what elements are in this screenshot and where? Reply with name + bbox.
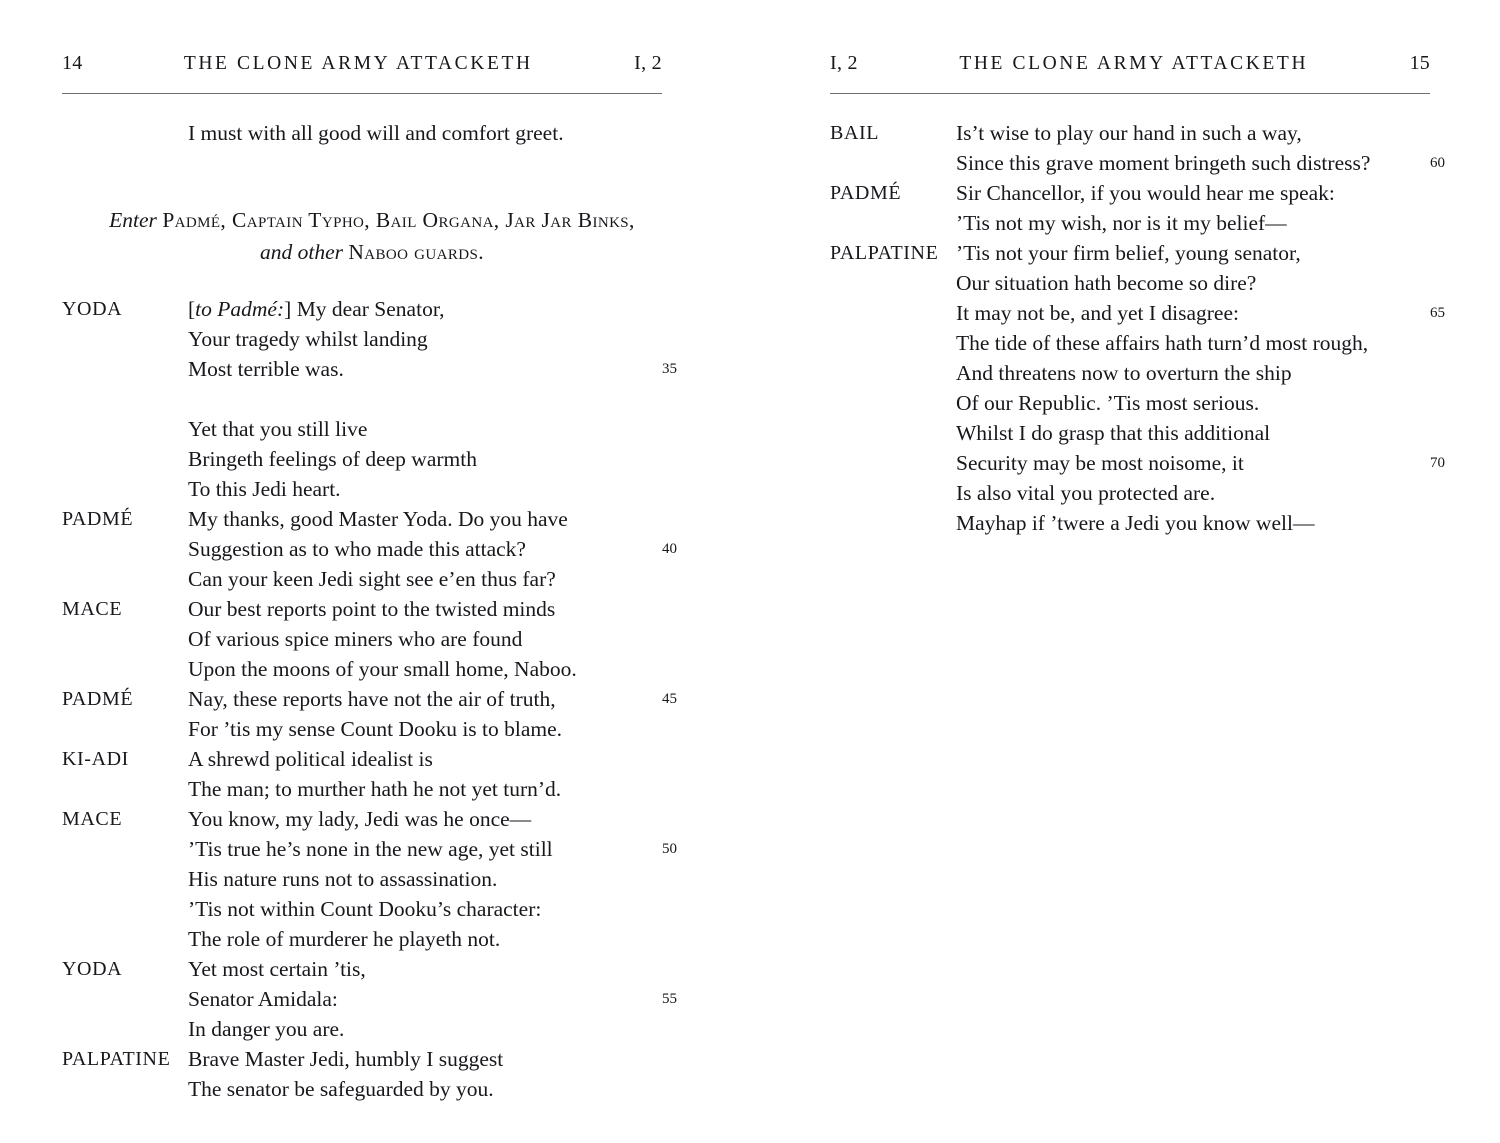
- verse-line: [830, 508, 1450, 538]
- verse-line: [62, 774, 682, 804]
- verse-text: In danger you are.: [188, 1017, 345, 1041]
- verse-text: Senator Amidala:: [188, 987, 338, 1011]
- dialogue-lines-left: [62, 294, 682, 1104]
- verse-line: [62, 804, 682, 834]
- inline-stage-direction: to Padmé:: [195, 297, 285, 321]
- verse-text: Is’t wise to play our hand in such a way,: [956, 121, 1302, 145]
- line-number: 50: [662, 841, 677, 857]
- verse-text: Whilst I do grasp that this additional: [956, 421, 1271, 445]
- speaker-name: PADMÉ: [62, 508, 134, 530]
- verse-line: [62, 594, 682, 624]
- verse-text: Can your keen Jedi sight see e’en thus far?: [188, 567, 556, 591]
- verse-text: Your tragedy whilst landing: [188, 327, 428, 351]
- verse-line: [62, 894, 682, 924]
- speaker-name: MACE: [62, 598, 123, 620]
- verse-text: Suggestion as to who made this attack?: [188, 537, 526, 561]
- verse-text: A shrewd political idealist is: [188, 747, 433, 771]
- verse-line: [62, 118, 682, 148]
- verse-text: Since this grave moment bringeth such distress?: [956, 151, 1371, 175]
- verse-line: [830, 358, 1450, 388]
- verse-text: It may not be, and yet I disagree:: [956, 301, 1239, 325]
- verse-text: ’Tis not your firm belief, young senator,: [956, 241, 1301, 265]
- verse-line: [62, 324, 682, 354]
- verse-line: [62, 354, 682, 384]
- verse-line: [62, 714, 682, 744]
- verse-line: [62, 444, 682, 474]
- verse-line: [62, 414, 682, 444]
- verse-line: [62, 954, 682, 984]
- verse-line: [62, 924, 682, 954]
- speaker-name: PADMÉ: [830, 182, 902, 204]
- verse-text: The man; to murther hath he not yet turn’d.: [188, 777, 562, 801]
- stage-direction: [62, 204, 682, 268]
- right-page: [750, 0, 1500, 1143]
- header-rule-left: [62, 93, 662, 94]
- verse-line: [62, 384, 682, 414]
- verse-line: [62, 534, 682, 564]
- line-number: 70: [1430, 455, 1445, 471]
- verse-line: [830, 448, 1450, 478]
- verse-line: [62, 684, 682, 714]
- verse-text: Brave Master Jedi, humbly I suggest: [188, 1047, 504, 1071]
- speaker-name: YODA: [62, 298, 123, 320]
- verse-text: I must with all good will and comfort greet.: [188, 121, 564, 145]
- verse-text: Most terrible was.: [188, 357, 344, 381]
- verse-text: Of our Republic. ’Tis most serious.: [956, 391, 1260, 415]
- speaker-name: PALPATINE: [830, 242, 939, 264]
- speaker-name: MACE: [62, 808, 123, 830]
- verse-line: [830, 208, 1450, 238]
- verse-line: [830, 328, 1450, 358]
- verse-text: Security may be most noisome, it: [956, 451, 1244, 475]
- verse-text: Of various spice miners who are found: [188, 627, 523, 651]
- verse-line: [830, 118, 1450, 148]
- stage-direction-and-other: and other: [259, 240, 343, 264]
- verse-line: [830, 178, 1450, 208]
- verse-text: For ’tis my sense Count Dooku is to blame.: [188, 717, 563, 741]
- verse-text: ’Tis not my wish, nor is it my belief—: [956, 211, 1287, 235]
- verse-text: ’Tis true he’s none in the new age, yet still: [188, 837, 553, 861]
- verse-line: [830, 418, 1450, 448]
- dialogue-lines-right: [830, 118, 1450, 538]
- verse-text: Our situation hath become so dire?: [956, 271, 1257, 295]
- speaker-name: PADMÉ: [62, 688, 134, 710]
- verse-line: [62, 564, 682, 594]
- act-scene-left: I, 2: [634, 52, 662, 74]
- line-number: 40: [662, 541, 677, 557]
- verse-line: [62, 1074, 682, 1104]
- line-number: 35: [662, 361, 677, 377]
- spacer-line: [62, 148, 682, 178]
- verse-text: Upon the moons of your small home, Naboo.: [188, 657, 577, 681]
- book-title-right: THE CLONE ARMY ATTACKETH: [959, 53, 1309, 74]
- verse-text: The tide of these affairs hath turn’d most rough,: [956, 331, 1369, 355]
- verse-text: And threatens now to overturn the ship: [956, 361, 1292, 385]
- text-block-left: [62, 118, 682, 1104]
- text-block-right: [830, 118, 1450, 538]
- stage-direction-names-1: Padmé, Captain Typho, Bail Organa, Jar Jar Binks,: [162, 208, 635, 232]
- verse-line: [62, 504, 682, 534]
- verse-line: [62, 474, 682, 504]
- verse-line: [830, 298, 1450, 328]
- verse-text: Bringeth feelings of deep warmth: [188, 447, 477, 471]
- verse-text: Yet that you still live: [188, 417, 368, 441]
- speaker-name: BAIL: [830, 122, 880, 144]
- line-number: 55: [662, 991, 677, 1007]
- book-title-left: THE CLONE ARMY ATTACKETH: [183, 53, 533, 74]
- verse-text: Sir Chancellor, if you would hear me speak:: [956, 181, 1335, 205]
- verse-text: You know, my lady, Jedi was he once—: [188, 807, 532, 831]
- verse-line: [830, 478, 1450, 508]
- verse-line: [830, 148, 1450, 178]
- verse-text: The role of murderer he playeth not.: [188, 927, 501, 951]
- verse-text: His nature runs not to assassination.: [188, 867, 498, 891]
- stage-direction-names-2: Naboo guards.: [348, 240, 485, 264]
- verse-text: Our best reports point to the twisted minds: [188, 597, 556, 621]
- verse-line: [62, 984, 682, 1014]
- verse-line: [62, 654, 682, 684]
- verse-text: Nay, these reports have not the air of truth,: [188, 687, 556, 711]
- verse-line: [62, 744, 682, 774]
- verse-text: Is also vital you protected are.: [956, 481, 1216, 505]
- running-head-right: [830, 52, 1430, 82]
- speaker-name: KI-ADI: [62, 748, 129, 770]
- line-number: 45: [662, 691, 677, 707]
- verse-text: ’Tis not within Count Dooku’s character:: [188, 897, 542, 921]
- verse-text: Yet most certain ’tis,: [188, 957, 366, 981]
- line-number: 60: [1430, 155, 1445, 171]
- stage-direction-enter: Enter: [109, 208, 157, 232]
- verse-text: My thanks, good Master Yoda. Do you have: [188, 507, 568, 531]
- verse-line: [62, 864, 682, 894]
- folio-number-right: 15: [1409, 52, 1430, 74]
- act-scene-right: I, 2: [830, 52, 858, 74]
- verse-line: [62, 1014, 682, 1044]
- header-rule-right: [830, 93, 1430, 94]
- verse-line: [62, 624, 682, 654]
- line-number: 65: [1430, 305, 1445, 321]
- verse-line: [62, 1044, 682, 1074]
- verse-line: [830, 268, 1450, 298]
- folio-number-left: 14: [62, 52, 83, 74]
- verse-line: [62, 834, 682, 864]
- verse-text: To this Jedi heart.: [188, 477, 341, 501]
- verse-text: Mayhap if ’twere a Jedi you know well—: [956, 511, 1315, 535]
- verse-text: The senator be safeguarded by you.: [188, 1077, 494, 1101]
- speaker-name: PALPATINE: [62, 1048, 171, 1070]
- speaker-name: YODA: [62, 958, 123, 980]
- verse-line: [830, 388, 1450, 418]
- running-head-left: [62, 52, 662, 82]
- verse-text: [to Padmé:] My dear Senator,: [188, 297, 445, 321]
- verse-line: [62, 294, 682, 324]
- verse-line: [830, 238, 1450, 268]
